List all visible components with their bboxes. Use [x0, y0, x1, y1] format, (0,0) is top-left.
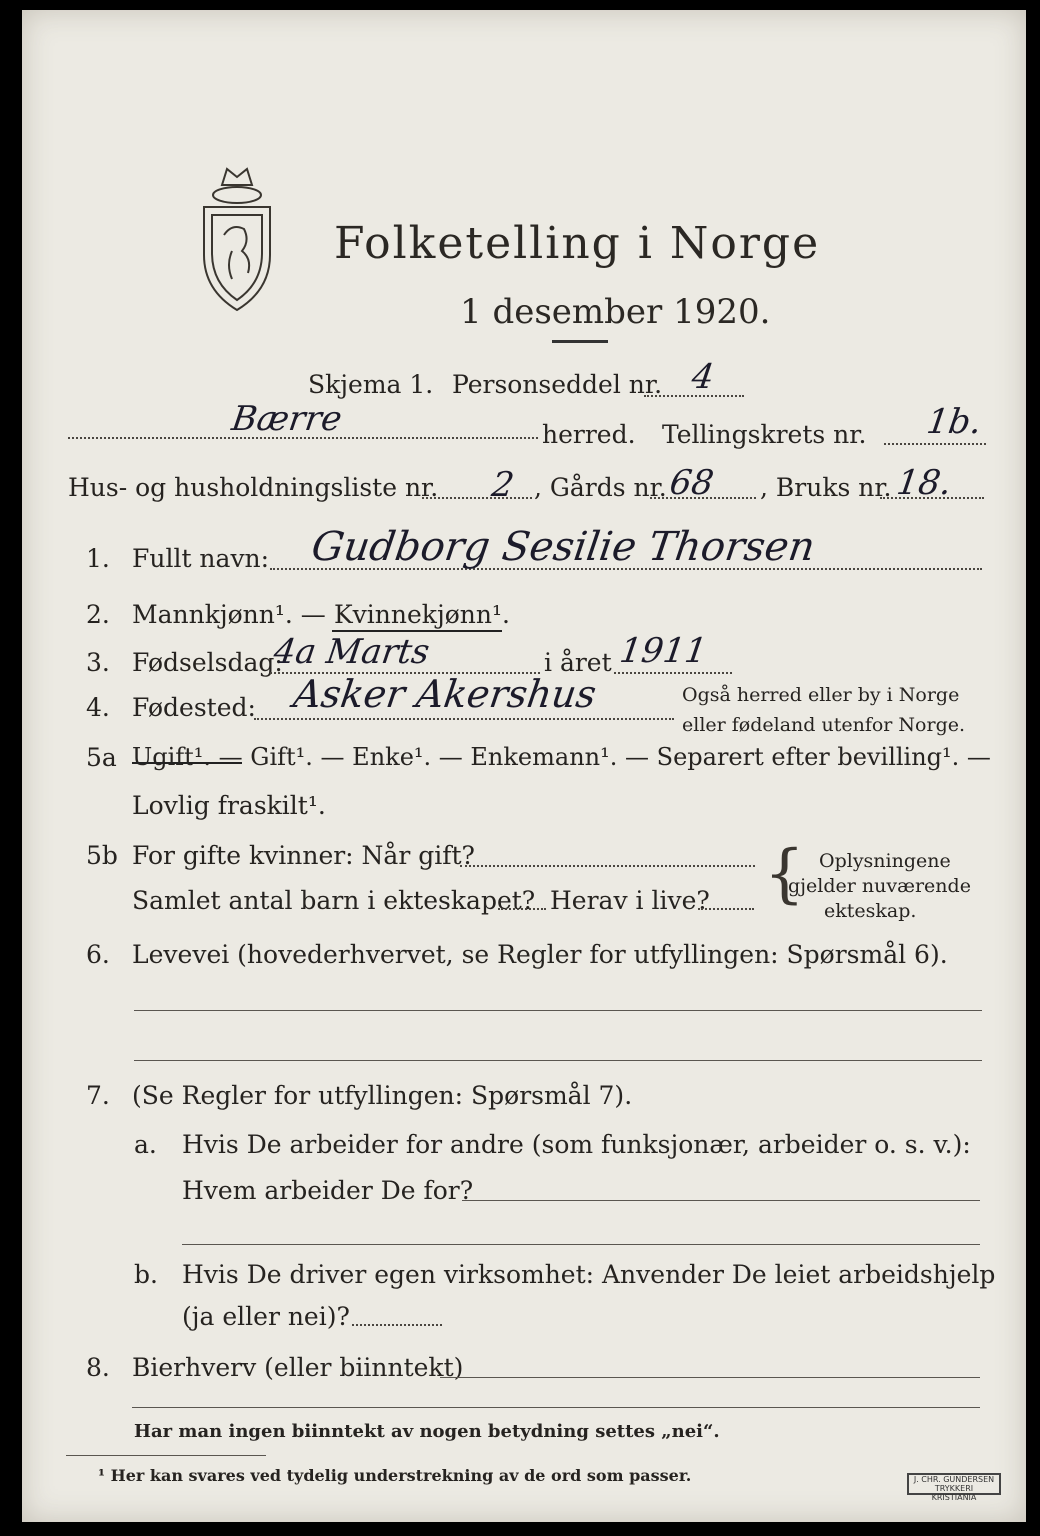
q5b-note-line3: ekteskap.	[824, 900, 917, 922]
herred-label: herred.	[542, 420, 636, 449]
side-income-field[interactable]	[440, 1377, 980, 1378]
census-form	[22, 10, 1026, 1522]
q3-year-label: i året	[544, 648, 612, 677]
census-date: 1 desember 1920.	[460, 292, 771, 332]
birthplace-value: Asker Akershus	[290, 672, 599, 716]
q7a-line1: Hvis De arbeider for andre (som funksjonær, arbeider o. s. v.):	[182, 1130, 971, 1159]
q5a-options[interactable]: Ugift¹. — Gift¹. — Enke¹. — Enkemann¹. — Separert efter bevilling¹. —	[132, 743, 991, 771]
q2-male-label: Mannkjønn¹. —	[132, 600, 326, 629]
q4-note-line1: Også herred eller by i Norge	[682, 684, 960, 706]
printer-stamp	[907, 1473, 1001, 1502]
q5b-alive-label: Herav i live?	[550, 886, 710, 915]
tellingskrets-value: 1b.	[924, 402, 985, 442]
birth-year-field[interactable]	[614, 672, 732, 674]
q5b-number: 5b	[86, 841, 118, 870]
printer-stamp-line2: KRISTIANIA	[931, 1493, 977, 1502]
q7b-number: b.	[134, 1260, 158, 1289]
q1-label: Fullt navn:	[132, 544, 270, 573]
ugift-strikeout	[132, 762, 242, 764]
birthplace-field[interactable]	[254, 718, 674, 720]
q3-label: Fødselsdag:	[132, 648, 283, 677]
q4-note-line2: eller fødeland utenfor Norge.	[682, 714, 966, 736]
footnote: ¹ Her kan svares ved tydelig understrekning av de ord som passer.	[98, 1466, 692, 1485]
q3-number: 3.	[86, 648, 110, 677]
herred-value: Bærre	[229, 399, 345, 439]
footnote-rule	[66, 1455, 266, 1456]
q2-number: 2.	[86, 600, 110, 629]
husholdningsliste-value: 2	[489, 465, 517, 505]
q5b-note-line2: gjelder nuværende	[788, 875, 971, 897]
employer-field[interactable]	[462, 1200, 980, 1201]
children-alive-field[interactable]	[698, 908, 754, 910]
husholdningsliste-field[interactable]	[422, 497, 532, 499]
tellingskrets-label: Tellingskrets nr.	[662, 420, 867, 449]
employer-field-2[interactable]	[182, 1244, 980, 1245]
q5a-divorced-option[interactable]: Lovlig fraskilt¹.	[132, 791, 326, 820]
birthday-value: 4a Marts	[271, 632, 432, 672]
q7a-number: a.	[134, 1130, 157, 1159]
no-income-note: Har man ingen biinntekt av nogen betydning settes „nei“.	[134, 1421, 720, 1442]
q8-number: 8.	[86, 1353, 110, 1382]
title-rule	[552, 340, 608, 343]
occupation-line-2[interactable]	[134, 1060, 982, 1061]
bruks-label: , Bruks nr.	[760, 473, 892, 502]
q4-number: 4.	[86, 693, 110, 722]
q6-label: Levevei (hovederhvervet, se Regler for utfyllingen: Spørsmål 6).	[132, 940, 948, 969]
children-total-field[interactable]	[498, 908, 546, 910]
q5b-note-line1: Oplysningene	[819, 850, 951, 872]
gards-label: , Gårds nr.	[534, 473, 667, 502]
q7a-line2: Hvem arbeider De for?	[182, 1176, 474, 1205]
q7-number: 7.	[86, 1081, 110, 1110]
q1-number: 1.	[86, 544, 110, 573]
side-income-field-2[interactable]	[132, 1407, 980, 1408]
q4-label: Fødested:	[132, 693, 256, 722]
gards-value: 68	[667, 463, 717, 503]
printer-stamp-line1: J. CHR. GUNDERSEN TRYKKERI	[913, 1475, 995, 1493]
personseddel-label: Personseddel nr.	[452, 370, 663, 399]
q5a-number: 5a	[86, 743, 117, 772]
full-name-value: Gudborg Sesilie Thorsen	[308, 524, 818, 570]
husholdningsliste-label: Hus- og husholdningsliste nr.	[68, 473, 439, 502]
q6-number: 6.	[86, 940, 110, 969]
q7b-line1: Hvis De driver egen virksomhet: Anvender De leiet arbeidshjelp	[182, 1260, 996, 1289]
skjema-label: Skjema 1.	[308, 370, 434, 399]
tellingskrets-field[interactable]	[884, 443, 986, 445]
birth-year-value: 1911	[617, 631, 710, 671]
occupation-line-1[interactable]	[134, 1010, 982, 1011]
married-when-field[interactable]	[460, 865, 755, 867]
q5b-brace: {	[764, 837, 805, 911]
form-title: Folketelling i Norge	[334, 218, 821, 269]
q7b-line2: (ja eller nei)?	[182, 1302, 350, 1331]
q8-label: Bierhverv (eller biinntekt)	[132, 1353, 464, 1382]
norwegian-coat-of-arms-icon	[192, 155, 282, 315]
q5b-children-label: Samlet antal barn i ekteskapet?	[132, 886, 536, 915]
personseddel-value: 4	[689, 357, 717, 397]
bruks-value: 18.	[894, 463, 954, 503]
q2-female-option[interactable]: Kvinnekjønn¹.	[334, 600, 510, 629]
q7-label: (Se Regler for utfyllingen: Spørsmål 7).	[132, 1081, 633, 1110]
hired-help-field[interactable]	[352, 1324, 442, 1326]
q5b-married-when-label: For gifte kvinner: Når gift?	[132, 841, 475, 870]
